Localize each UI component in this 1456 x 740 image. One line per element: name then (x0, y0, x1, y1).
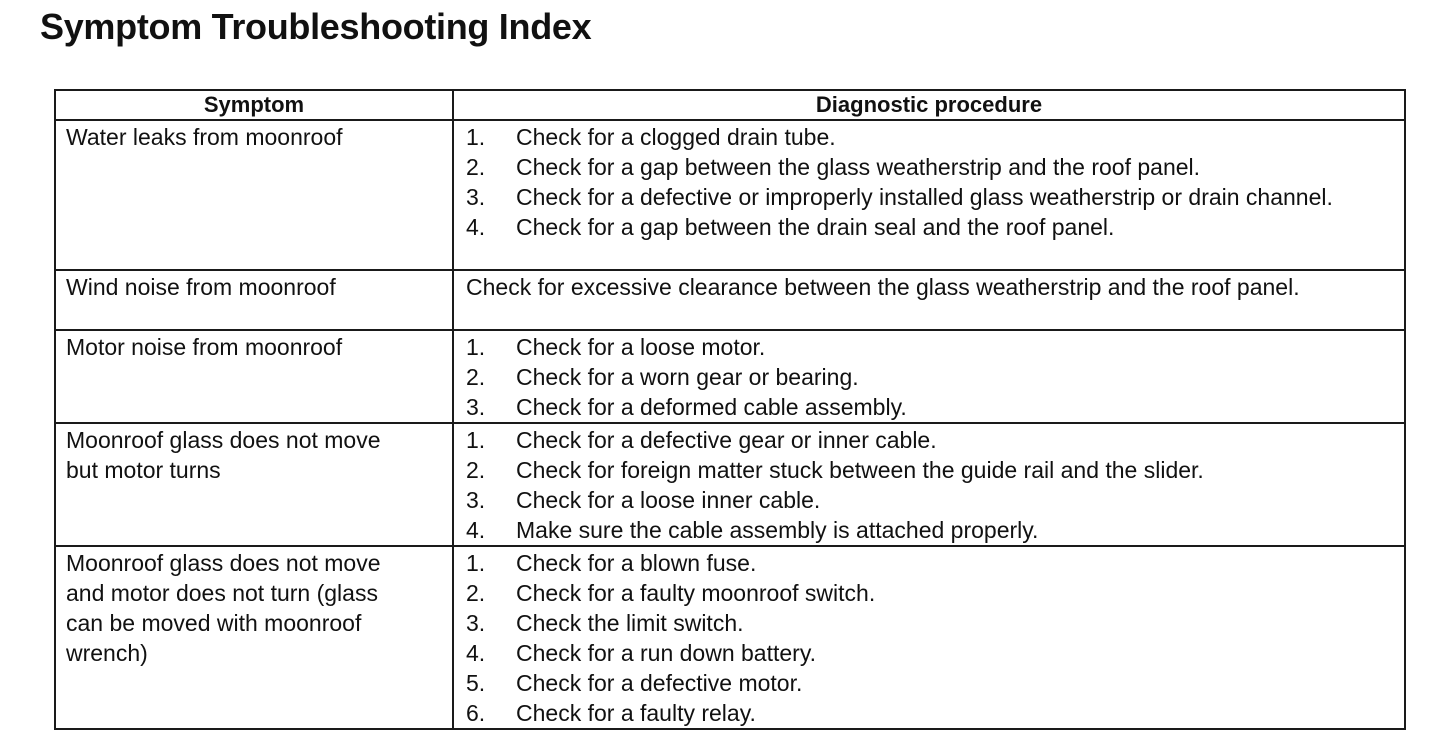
procedure-step (466, 668, 1404, 698)
procedure-step (466, 362, 1404, 392)
symptom-text: Moonroof glass does not move but motor turns (66, 427, 381, 483)
procedure-step (466, 122, 1404, 152)
step-number: 2. (466, 154, 486, 180)
step-number: 1. (466, 124, 486, 150)
symptom-text: Motor noise from moonroof (66, 334, 343, 360)
procedure-step (466, 455, 1404, 485)
table-row (55, 546, 1405, 729)
step-text: Check for a faulty relay. (516, 700, 756, 726)
table-row (55, 270, 1405, 330)
step-number: 3. (466, 610, 486, 636)
symptom-text: Water leaks from moonroof (66, 124, 343, 150)
procedure-cell (453, 423, 1405, 546)
symptom-cell (55, 330, 453, 423)
step-text: Check for a defective or improperly installed glass weatherstrip or drain channel. (516, 184, 1333, 210)
procedure-list (454, 547, 1404, 728)
step-number: 2. (466, 580, 486, 606)
procedure-step (466, 638, 1404, 668)
procedure-step (466, 698, 1404, 728)
step-text: Check for a blown fuse. (516, 550, 757, 576)
step-text: Check for a loose motor. (516, 334, 766, 360)
procedure-step (466, 608, 1404, 638)
step-text: Check for a deformed cable assembly. (516, 394, 907, 420)
procedure-step (466, 425, 1404, 455)
step-text: Check for a faulty moonroof switch. (516, 580, 876, 606)
step-text: Check for foreign matter stuck between the guide rail and the slider. (516, 457, 1204, 483)
procedure-step (466, 485, 1404, 515)
procedure-step (466, 182, 1404, 212)
table-row (55, 120, 1405, 270)
step-number: 6. (466, 700, 486, 726)
step-text: Check the limit switch. (516, 610, 744, 636)
procedure-list (454, 121, 1404, 242)
symptom-cell (55, 120, 453, 270)
column-header-symptom: Symptom (55, 90, 453, 120)
step-number: 3. (466, 184, 486, 210)
step-number: 5. (466, 670, 486, 696)
step-text: Check for a loose inner cable. (516, 487, 821, 513)
procedure-step (466, 578, 1404, 608)
step-number: 1. (466, 334, 486, 360)
symptom-cell (55, 423, 453, 546)
procedure-list (454, 424, 1404, 545)
table-row (55, 330, 1405, 423)
step-text: Make sure the cable assembly is attached properly. (516, 517, 1039, 543)
symptom-text: Moonroof glass does not move and motor does not turn (glass can be moved with moonroof wrench) (66, 550, 381, 666)
step-number: 4. (466, 517, 486, 543)
step-text: Check for a worn gear or bearing. (516, 364, 859, 390)
symptom-cell (55, 270, 453, 330)
procedure-step (466, 332, 1404, 362)
page-title: Symptom Troubleshooting Index (40, 6, 592, 47)
step-number: 3. (466, 487, 486, 513)
step-text: Check for a gap between the glass weatherstrip and the roof panel. (516, 154, 1201, 180)
symptom-cell (55, 546, 453, 729)
procedure-step (466, 515, 1404, 545)
step-text: Check for a run down battery. (516, 640, 816, 666)
column-header-procedure: Diagnostic procedure (453, 90, 1405, 120)
step-number: 1. (466, 427, 486, 453)
step-number: 4. (466, 214, 486, 240)
step-text: Check for a defective motor. (516, 670, 803, 696)
procedure-step (466, 212, 1404, 242)
procedure-step (466, 392, 1404, 422)
procedure-text: Check for excessive clearance between the glass weatherstrip and the roof panel. (466, 274, 1300, 300)
step-number: 4. (466, 640, 486, 666)
step-text: Check for a gap between the drain seal and the roof panel. (516, 214, 1115, 240)
step-text: Check for a defective gear or inner cable. (516, 427, 937, 453)
table-header-row (55, 90, 1405, 120)
step-number: 2. (466, 364, 486, 390)
procedure-list (454, 331, 1404, 422)
step-number: 1. (466, 550, 486, 576)
procedure-cell (453, 270, 1405, 330)
procedure-step (466, 152, 1404, 182)
procedure-cell (453, 546, 1405, 729)
troubleshooting-table (54, 89, 1406, 730)
procedure-cell (453, 330, 1405, 423)
step-text: Check for a clogged drain tube. (516, 124, 836, 150)
procedure-step (466, 548, 1404, 578)
procedure-cell (453, 120, 1405, 270)
symptom-text: Wind noise from moonroof (66, 274, 336, 300)
table-row (55, 423, 1405, 546)
step-number: 2. (466, 457, 486, 483)
step-number: 3. (466, 394, 486, 420)
